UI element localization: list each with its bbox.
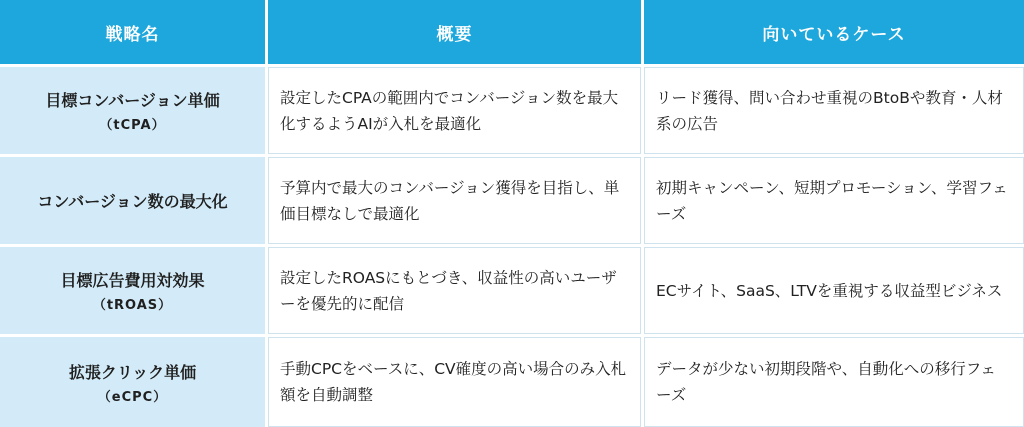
strategy-name-cell (0, 67, 268, 157)
strategy-abbrev: （tCPA） (99, 118, 166, 133)
header-strategy-name: 戦略名 (0, 0, 268, 67)
strategy-name: 目標広告費用対効果 (60, 271, 205, 290)
case-cell: リード獲得、問い合わせ重視のBtoBや教育・人材系の広告 (644, 67, 1024, 157)
header-row (0, 0, 1024, 67)
strategy-name: コンバージョン数の最大化 (37, 192, 228, 211)
table-row (0, 247, 1024, 337)
case-cell: データが少ない初期段階や、自動化への移行フェーズ (644, 337, 1024, 427)
table-row (0, 337, 1024, 427)
strategy-name-cell (0, 157, 268, 247)
summary-cell: 予算内で最大のコンバージョン獲得を目指し、単価目標なしで最適化 (268, 157, 644, 247)
table-row (0, 157, 1024, 247)
strategy-abbrev: （tROAS） (92, 298, 173, 313)
summary-cell: 設定したCPAの範囲内でコンバージョン数を最大化するようAIが入札を最適化 (268, 67, 644, 157)
strategy-name-cell (0, 337, 268, 427)
summary-cell: 設定したROASにもとづき、収益性の高いユーザーを優先的に配信 (268, 247, 644, 337)
header-suitable-case: 向いているケース (644, 0, 1024, 67)
case-cell: 初期キャンペーン、短期プロモーション、学習フェーズ (644, 157, 1024, 247)
summary-cell: 手動CPCをベースに、CV確度の高い場合のみ入札額を自動調整 (268, 337, 644, 427)
header-summary: 概要 (268, 0, 644, 67)
case-cell: ECサイト、SaaS、LTVを重視する収益型ビジネス (644, 247, 1024, 337)
strategy-name-cell (0, 247, 268, 337)
strategy-name: 拡張クリック単価 (68, 362, 197, 382)
strategy-abbrev: （eCPC） (97, 389, 168, 405)
table-row (0, 67, 1024, 157)
strategy-name: 目標コンバージョン単価 (45, 91, 220, 110)
